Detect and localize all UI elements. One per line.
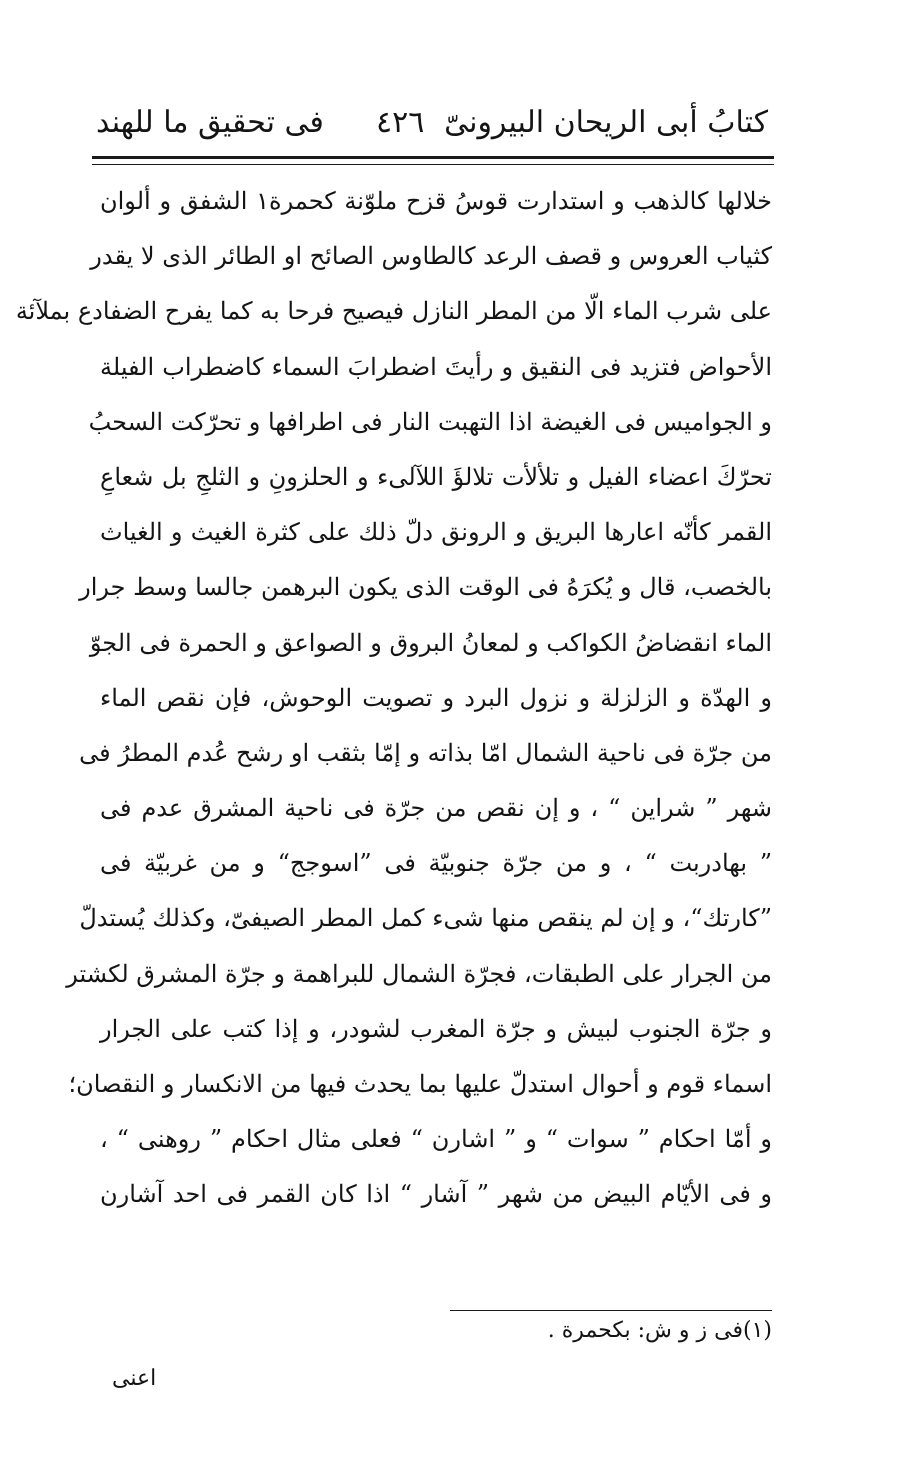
text-line: بالخصب، قال و يُكرَهُ فى الوقت الذى يكون البرهمن جالسا وسط جرار [79, 573, 772, 602]
text-line: خلالها كالذهب و استدارت قوسُ قزح ملوّنة كحمرة١ الشفق و ألوان [100, 187, 773, 215]
text-line: ”كارتك“، و إن لم ينقص منها شىء كمل المطر الصيفىّ، وكذلك يُستدلّ [79, 904, 772, 933]
text-line: شهر ” شراين “ ، و إن نقص من جرّة فى ناحية المشرق عدم فى [100, 794, 772, 823]
text-line: من الجرار على الطبقات، فجرّة الشمال للبراهمة و جرّة المشرق لكشتر [66, 959, 772, 988]
text-line: كثياب العروس و قصف الرعد كالطاوس الصائح او الطائر الذى لا يقدر [90, 242, 772, 271]
text-line: تحرّكَ اعضاء الفيل و تلألأت تلالؤَ اللآلىء و الحلزونِ و الثلجِ بل شعاعِ [100, 462, 772, 491]
text-line: ” بهادربت “ ، و من جرّة جنوبيّة فى ”اسوجج“ و من غربيّة فى [100, 849, 772, 878]
running-head [96, 92, 768, 152]
text-line: و جرّة الجنوب لبيش و جرّة المغرب لشودر، و إذا كتب على الجرار [100, 1014, 772, 1043]
text-line: القمر كأنّه اعارها البريق و الرونق دلّ ذلك على كثرة الغيث و الغياث [100, 518, 772, 547]
book-title: كتابُ أبى الريحان البيرونىّ [444, 104, 768, 140]
text-line: الماء انقضاضُ الكواكب و لمعانُ البروق و الصواعق و الحمرة فى الجوّ [89, 628, 772, 657]
header-rule-thick [92, 156, 774, 159]
text-line: على شرب الماء الّا من المطر النازل فيصيح فرحا به كما يفرح الضفادع بملآئة [15, 297, 772, 326]
text-line: اسماء قوم و أحوال استدلّ عليها بما يحدث فيها من الانكسار و النقصان؛ [68, 1070, 772, 1098]
catchword: اعنى [112, 1366, 157, 1391]
subject-title: فى تحقيق ما للهند [96, 104, 324, 140]
text-line: و الجواميس فى الغيضة اذا التهبت النار فى اطرافها و تحرّكت السحبُ [88, 407, 772, 436]
text-line: الأحواض فتزيد فى النقيق و رأيتَ اضطرابَ السماء كاضطراب الفيلة [100, 352, 772, 381]
page-number: ٤٢٦ [376, 104, 425, 140]
footnote-rule [450, 1310, 772, 1311]
header-rule-thin [92, 164, 774, 165]
footnote: (١)فى ز و ش: بكحمرة . [547, 1318, 772, 1343]
text-line: و أمّا احكام ” سوات “ و ” اشارن “ فعلى مثال احكام ” روهنى “ ، [100, 1125, 772, 1154]
text-line: من جرّة فى ناحية الشمال امّا بذاته و إمّا بثقب او رشح عُدم المطرُ فى [79, 738, 772, 767]
text-line: و الهدّة و الزلزلة و نزول البرد و تصويت الوحوش، فإن نقص الماء [100, 683, 772, 712]
text-line: و فى الأيّام البيض من شهر ” آشار “ اذا كان القمر فى احد آشارن [100, 1180, 772, 1209]
body-text [15, 174, 773, 1223]
